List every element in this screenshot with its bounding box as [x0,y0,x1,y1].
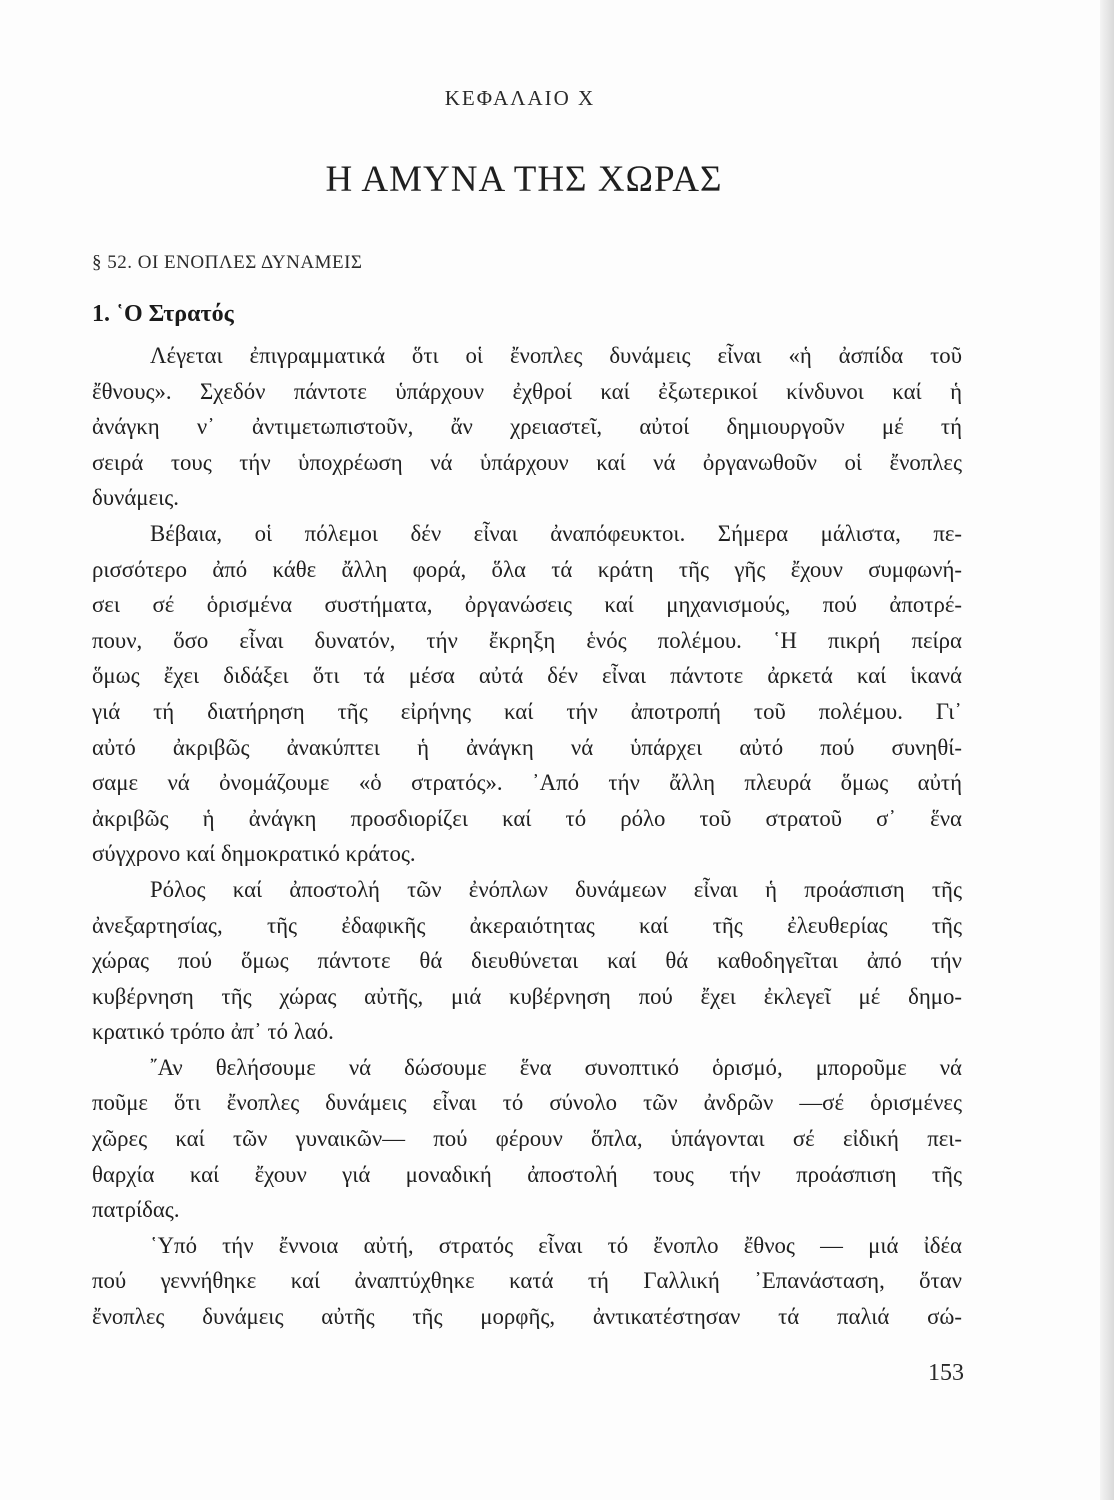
paragraph [92,1050,962,1228]
text-line: χώρας πού ὅμως πάντοτε θά διευθύνεται καί θά καθοδηγεῖται ἀπό τήν [92,948,962,974]
text-line: ποῦμε ὅτι ἔνοπλες δυνάμεις εἶναι τό σύνολο τῶν ἀνδρῶν —σέ ὁρισμένες [92,1090,962,1116]
paragraph [92,338,962,516]
body-text [92,338,962,1335]
page-number: 153 [928,1360,964,1386]
text-line: θαρχία καί ἔχουν γιά μοναδική ἀποστολή τους τήν προάσπιση τῆς [92,1161,962,1187]
text-line: Ρόλος καί ἀποστολή τῶν ἐνόπλων δυνάμεων εἶναι ἡ προάσπιση τῆς [150,876,962,902]
section-heading: § 52. ΟΙ ΕΝΟΠΛΕΣ ΔΥΝΑΜΕΙΣ [92,252,363,273]
page-edge-shadow [1100,0,1114,1500]
text-line: σει σέ ὁρισμένα συστήματα, ὀργανώσεις καί μηχανισμούς, πού ἀποτρέ- [92,592,962,618]
text-line: αὐτό ἀκριβῶς ἀνακύπτει ἡ ἀνάγκη νά ὑπάρχει αὐτό πού συνηθί- [92,734,962,760]
text-line: ῎Αν θελήσουμε νά δώσουμε ἕνα συνοπτικό ὁρισμό, μποροῦμε νά [150,1054,962,1080]
text-line: χῶρες καί τῶν γυναικῶν— πού φέρουν ὅπλα, ὑπάγονται σέ εἰδική πει- [92,1126,962,1152]
text-line: δυνάμεις. [92,485,179,511]
text-line: κρατικό τρόπο ἀπ᾿ τό λαό. [92,1019,334,1045]
text-line: ἔνοπλες δυνάμεις αὐτῆς τῆς μορφῆς, ἀντικατέστησαν τά παλιά σώ- [92,1304,962,1330]
text-line: Βέβαια, οἱ πόλεμοι δέν εἶναι ἀναπόφευκτοι. Σήμερα μάλιστα, πε- [150,520,962,546]
text-line: ρισσότερο ἀπό κάθε ἄλλη φορά, ὅλα τά κράτη τῆς γῆς ἔχουν συμφωνή- [92,556,962,582]
text-line: κυβέρνηση τῆς χώρας αὐτῆς, μιά κυβέρνηση πού ἔχει ἐκλεγεῖ μέ δημο- [92,983,962,1009]
text-line: Λέγεται ἐπιγραμματικά ὅτι οἱ ἔνοπλες δυνάμεις εἶναι «ἡ ἀσπίδα τοῦ [150,343,962,368]
paragraph [92,872,962,1050]
text-line: ῾Υπό τήν ἔννοια αὐτή, στρατός εἶναι τό ἔνοπλο ἔθνος — μιά ἰδέα [150,1232,962,1258]
paragraph [92,516,962,872]
text-line: σαμε νά ὀνομάζουμε «ὁ στρατός». ᾿Από τήν ἄλλη πλευρά ὅμως αὐτή [92,770,962,796]
chapter-title: Η ΑΜΥΝΑ ΤΗΣ ΧΩΡΑΣ [325,159,723,200]
text-line: σειρά τους τήν ὑποχρέωση νά ὑπάρχουν καί νά ὀργανωθοῦν οἱ ἔνοπλες [92,449,962,475]
text-line: πατρίδας. [92,1197,180,1223]
text-line: σύγχρονο καί δημοκρατικό κράτος. [92,841,416,867]
text-line: πού γεννήθηκε καί ἀναπτύχθηκε κατά τή Γαλλική ᾿Επανάσταση, ὅταν [92,1268,962,1294]
text-line: πουν, ὅσο εἶναι δυνατόν, τήν ἔκρηξη ἑνός πολέμου. ῾Η πικρή πείρα [92,627,962,653]
text-line: ἀνάγκη ν᾿ ἀντιμετωπιστοῦν, ἄν χρειαστεῖ, αὐτοί δημιουργοῦν μέ τή [92,414,962,440]
chapter-label: ΚΕΦΑΛΑΙΟ Χ [444,86,596,110]
text-line: γιά τή διατήρηση τῆς εἰρήνης καί τήν ἀποτροπή τοῦ πολέμου. Γι᾿ [92,698,962,724]
paragraph [92,1228,962,1335]
text-line: ἔθνους». Σχεδόν πάντοτε ὑπάρχουν ἐχθροί καί ἐξωτερικοί κίνδυνοι καί ἡ [92,378,962,404]
subsection-heading: 1. ῾Ο Στρατός [92,301,234,327]
text-line: ἀκριβῶς ἡ ἀνάγκη προσδιορίζει καί τό ρόλο τοῦ στρατοῦ σ᾿ ἕνα [92,805,962,831]
text-line: ἀνεξαρτησίας, τῆς ἐδαφικῆς ἀκεραιότητας καί τῆς ἐλευθερίας τῆς [92,912,962,938]
text-line: ὅμως ἔχει διδάξει ὅτι τά μέσα αὐτά δέν εἶναι πάντοτε ἀρκετά καί ἱκανά [92,663,962,689]
